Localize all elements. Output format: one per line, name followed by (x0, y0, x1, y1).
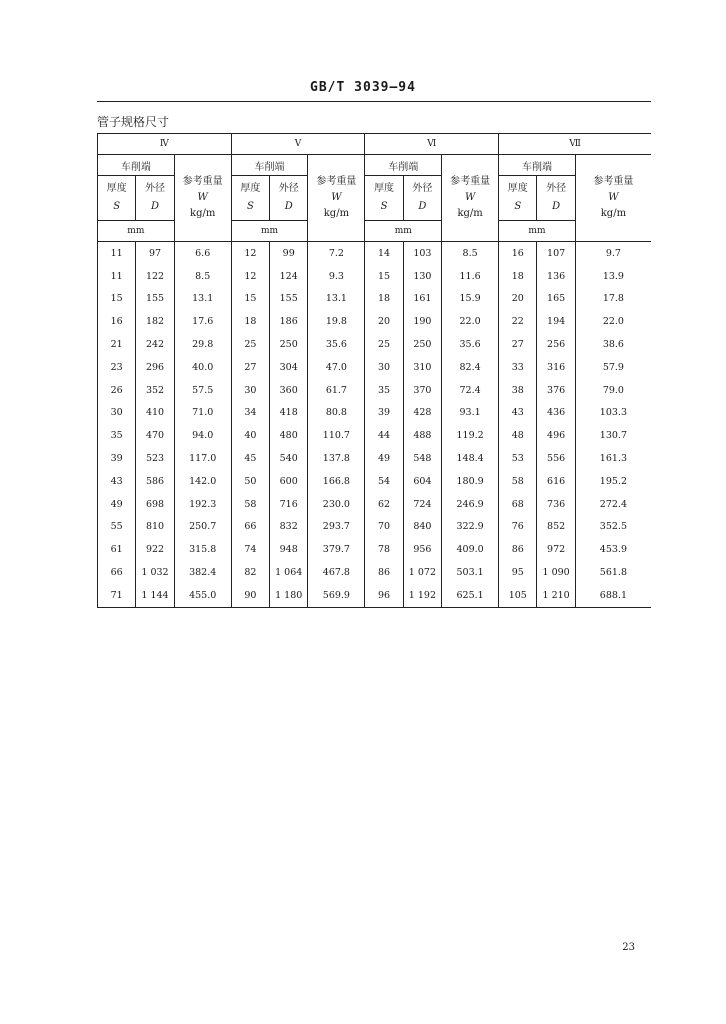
weight-cell: 80.8 (308, 402, 365, 425)
thickness-symbol: S (113, 201, 121, 212)
weight-cell: 72.4 (442, 379, 499, 402)
diameter-cell: 548 (403, 447, 441, 470)
thickness-cell: 86 (499, 538, 537, 561)
weight-cell: 8.5 (174, 265, 231, 288)
diameter-cell: 130 (403, 265, 441, 288)
diameter-cell: 97 (136, 242, 174, 265)
thickness-cell: 15 (231, 288, 269, 311)
thickness-cell: 15 (365, 265, 403, 288)
weight-cell: 409.0 (442, 538, 499, 561)
thickness-cell: 44 (365, 424, 403, 447)
weight-unit: kg/m (190, 208, 216, 219)
diameter-cell: 1 032 (136, 561, 174, 584)
weight-cell: 9.3 (308, 265, 365, 288)
thickness-cell: 96 (365, 584, 403, 607)
thickness-cell: 95 (499, 561, 537, 584)
thickness-cell: 74 (231, 538, 269, 561)
weight-symbol: W (197, 192, 208, 203)
page-number: 23 (622, 942, 635, 953)
thickness-cell: 58 (231, 493, 269, 516)
thickness-label: 厚度 (240, 183, 261, 194)
diameter-cell: 182 (136, 310, 174, 333)
thickness-cell: 90 (231, 584, 269, 607)
diameter-cell: 470 (136, 424, 174, 447)
weight-cell: 315.8 (174, 538, 231, 561)
thickness-cell: 14 (365, 242, 403, 265)
diameter-cell: 155 (270, 288, 308, 311)
thickness-cell: 25 (365, 333, 403, 356)
thickness-cell: 54 (365, 470, 403, 493)
weight-symbol: W (608, 192, 619, 203)
thickness-cell: 11 (98, 242, 136, 265)
thickness-cell: 35 (98, 424, 136, 447)
diameter-cell: 1 144 (136, 584, 174, 607)
thickness-cell: 39 (365, 402, 403, 425)
weight-cell: 19.8 (308, 310, 365, 333)
table-row (98, 356, 652, 379)
thickness-cell: 68 (499, 493, 537, 516)
diameter-cell: 107 (537, 242, 575, 265)
diameter-cell: 122 (136, 265, 174, 288)
diameter-cell: 352 (136, 379, 174, 402)
diameter-cell: 186 (270, 310, 308, 333)
table-row (98, 288, 652, 311)
diameter-cell: 972 (537, 538, 575, 561)
thickness-cell: 86 (365, 561, 403, 584)
diameter-cell: 1 192 (403, 584, 441, 607)
thickness-cell: 25 (231, 333, 269, 356)
diameter-cell: 250 (403, 333, 441, 356)
thickness-cell: 34 (231, 402, 269, 425)
diameter-cell: 1 072 (403, 561, 441, 584)
diameter-label: 外径 (546, 183, 567, 194)
thickness-cell: 62 (365, 493, 403, 516)
diameter-cell: 1 090 (537, 561, 575, 584)
thickness-label: 厚度 (106, 183, 127, 194)
weight-cell: 455.0 (174, 584, 231, 607)
thickness-cell: 48 (499, 424, 537, 447)
turned-end-header: 车削端 (98, 155, 175, 176)
diameter-cell: 956 (403, 538, 441, 561)
table-row (98, 402, 652, 425)
diameter-cell: 310 (403, 356, 441, 379)
weight-cell: 17.8 (575, 288, 651, 311)
diameter-cell: 155 (136, 288, 174, 311)
weight-cell: 625.1 (442, 584, 499, 607)
weight-cell: 11.6 (442, 265, 499, 288)
weight-label: 参考重量 (182, 176, 223, 187)
unit-mm-header: mm (499, 221, 576, 242)
weight-unit: kg/m (457, 208, 483, 219)
thickness-cell: 35 (365, 379, 403, 402)
diameter-cell: 194 (537, 310, 575, 333)
thickness-cell: 53 (499, 447, 537, 470)
diameter-symbol: D (552, 201, 561, 212)
weight-unit: kg/m (323, 208, 350, 219)
thickness-symbol: S (380, 201, 388, 212)
diameter-cell: 948 (270, 538, 308, 561)
diameter-cell: 496 (537, 424, 575, 447)
diameter-cell: 296 (136, 356, 174, 379)
weight-cell: 93.1 (442, 402, 499, 425)
diameter-cell: 250 (270, 333, 308, 356)
weight-cell: 272.4 (575, 493, 651, 516)
weight-cell: 40.0 (174, 356, 231, 379)
diameter-cell: 480 (270, 424, 308, 447)
diameter-symbol: D (151, 201, 160, 212)
diameter-cell: 698 (136, 493, 174, 516)
thickness-label: 厚度 (507, 183, 528, 194)
weight-label: 参考重量 (450, 176, 491, 187)
diameter-cell: 540 (270, 447, 308, 470)
weight-cell: 13.1 (308, 288, 365, 311)
diameter-cell: 523 (136, 447, 174, 470)
weight-cell: 503.1 (442, 561, 499, 584)
weight-cell: 569.9 (308, 584, 365, 607)
diameter-cell: 99 (270, 242, 308, 265)
diameter-cell: 716 (270, 493, 308, 516)
weight-cell: 6.6 (174, 242, 231, 265)
table-row (98, 584, 652, 607)
thickness-cell: 20 (499, 288, 537, 311)
diameter-cell: 736 (537, 493, 575, 516)
diameter-cell: 832 (270, 516, 308, 539)
diameter-symbol: D (418, 201, 427, 212)
weight-cell: 13.1 (174, 288, 231, 311)
thickness-cell: 33 (499, 356, 537, 379)
weight-cell: 246.9 (442, 493, 499, 516)
weight-header (575, 155, 651, 242)
thickness-cell: 12 (231, 265, 269, 288)
weight-cell: 293.7 (308, 516, 365, 539)
weight-cell: 379.7 (308, 538, 365, 561)
weight-cell: 142.0 (174, 470, 231, 493)
standard-header: GB/T 3039—94 (310, 80, 416, 95)
thickness-cell: 61 (98, 538, 136, 561)
weight-cell: 180.9 (442, 470, 499, 493)
thickness-cell: 58 (499, 470, 537, 493)
thickness-header (499, 176, 537, 221)
table-row (98, 538, 652, 561)
thickness-cell: 105 (499, 584, 537, 607)
diameter-cell: 304 (270, 356, 308, 379)
thickness-cell: 15 (98, 288, 136, 311)
weight-cell: 322.9 (442, 516, 499, 539)
weight-cell: 82.4 (442, 356, 499, 379)
table-row (98, 242, 652, 265)
thickness-cell: 43 (499, 402, 537, 425)
weight-cell: 352.5 (575, 516, 651, 539)
diameter-cell: 360 (270, 379, 308, 402)
table-row (98, 265, 652, 288)
weight-cell: 8.5 (442, 242, 499, 265)
table-body (98, 242, 652, 608)
thickness-symbol: S (514, 201, 522, 212)
group-header-v: Ⅴ (231, 134, 365, 155)
weight-cell: 117.0 (174, 447, 231, 470)
diameter-label: 外径 (145, 183, 166, 194)
thickness-cell: 49 (98, 493, 136, 516)
table-row (98, 516, 652, 539)
diameter-cell: 376 (537, 379, 575, 402)
table-row (98, 379, 652, 402)
diameter-cell: 190 (403, 310, 441, 333)
diameter-header (270, 176, 308, 221)
thickness-header (98, 176, 136, 221)
thickness-symbol: S (246, 201, 254, 212)
diameter-cell: 418 (270, 402, 308, 425)
weight-cell: 110.7 (308, 424, 365, 447)
weight-cell: 230.0 (308, 493, 365, 516)
weight-cell: 15.9 (442, 288, 499, 311)
header-rule (97, 101, 651, 102)
thickness-cell: 16 (98, 310, 136, 333)
weight-label: 参考重量 (316, 176, 357, 187)
thickness-cell: 45 (231, 447, 269, 470)
thickness-cell: 55 (98, 516, 136, 539)
weight-cell: 17.6 (174, 310, 231, 333)
diameter-label: 外径 (412, 183, 433, 194)
unit-mm-header: mm (98, 221, 175, 242)
thickness-cell: 22 (499, 310, 537, 333)
table-row (98, 561, 652, 584)
table-row (98, 310, 652, 333)
table-caption: 管子规格尺寸 (97, 115, 170, 129)
diameter-cell: 616 (537, 470, 575, 493)
diameter-cell: 556 (537, 447, 575, 470)
group-header-vii: Ⅶ (499, 134, 651, 155)
diameter-cell: 124 (270, 265, 308, 288)
pipe-spec-table (97, 133, 651, 608)
thickness-cell: 82 (231, 561, 269, 584)
diameter-cell: 922 (136, 538, 174, 561)
thickness-cell: 23 (98, 356, 136, 379)
diameter-cell: 600 (270, 470, 308, 493)
thickness-cell: 66 (231, 516, 269, 539)
weight-cell: 161.3 (575, 447, 651, 470)
diameter-cell: 370 (403, 379, 441, 402)
thickness-cell: 30 (98, 402, 136, 425)
group-header-vi: Ⅵ (365, 134, 499, 155)
table-row (98, 447, 652, 470)
weight-cell: 688.1 (575, 584, 651, 607)
weight-cell: 79.0 (575, 379, 651, 402)
thickness-cell: 49 (365, 447, 403, 470)
diameter-cell: 428 (403, 402, 441, 425)
weight-header (308, 155, 365, 242)
weight-cell: 148.4 (442, 447, 499, 470)
thickness-cell: 18 (499, 265, 537, 288)
thickness-cell: 71 (98, 584, 136, 607)
diameter-cell: 165 (537, 288, 575, 311)
weight-cell: 47.0 (308, 356, 365, 379)
diameter-cell: 1 210 (537, 584, 575, 607)
weight-cell: 192.3 (174, 493, 231, 516)
diameter-header (403, 176, 441, 221)
table-row (98, 424, 652, 447)
weight-cell: 7.2 (308, 242, 365, 265)
table-row (98, 333, 652, 356)
weight-cell: 382.4 (174, 561, 231, 584)
weight-symbol: W (464, 192, 476, 203)
diameter-cell: 410 (136, 402, 174, 425)
weight-cell: 22.0 (575, 310, 651, 333)
thickness-cell: 16 (499, 242, 537, 265)
diameter-cell: 810 (136, 516, 174, 539)
weight-cell: 57.9 (575, 356, 651, 379)
diameter-cell: 852 (537, 516, 575, 539)
thickness-cell: 38 (499, 379, 537, 402)
diameter-symbol: D (284, 201, 293, 212)
thickness-cell: 43 (98, 470, 136, 493)
diameter-cell: 586 (136, 470, 174, 493)
weight-cell: 9.7 (575, 242, 651, 265)
weight-cell: 130.7 (575, 424, 651, 447)
weight-cell: 94.0 (174, 424, 231, 447)
group-header-iv: Ⅳ (98, 134, 232, 155)
diameter-cell: 242 (136, 333, 174, 356)
unit-mm-header: mm (365, 221, 442, 242)
thickness-cell: 39 (98, 447, 136, 470)
diameter-cell: 724 (403, 493, 441, 516)
thickness-cell: 27 (231, 356, 269, 379)
table-row (98, 470, 652, 493)
thickness-cell: 78 (365, 538, 403, 561)
diameter-label: 外径 (278, 183, 299, 194)
weight-cell: 61.7 (308, 379, 365, 402)
thickness-cell: 18 (365, 288, 403, 311)
thickness-cell: 50 (231, 470, 269, 493)
diameter-cell: 1 064 (270, 561, 308, 584)
thickness-cell: 21 (98, 333, 136, 356)
diameter-cell: 1 180 (270, 584, 308, 607)
thickness-cell: 20 (365, 310, 403, 333)
diameter-header (136, 176, 174, 221)
diameter-cell: 840 (403, 516, 441, 539)
table-row (98, 493, 652, 516)
weight-header (174, 155, 231, 242)
weight-unit: kg/m (600, 208, 627, 219)
turned-end-header: 车削端 (499, 155, 576, 176)
weight-cell: 35.6 (308, 333, 365, 356)
weight-cell: 119.2 (442, 424, 499, 447)
unit-mm-header: mm (231, 221, 308, 242)
diameter-cell: 161 (403, 288, 441, 311)
weight-cell: 250.7 (174, 516, 231, 539)
thickness-header (365, 176, 403, 221)
weight-cell: 195.2 (575, 470, 651, 493)
weight-label: 参考重量 (593, 176, 634, 187)
thickness-cell: 30 (365, 356, 403, 379)
thickness-cell: 40 (231, 424, 269, 447)
diameter-cell: 436 (537, 402, 575, 425)
thickness-label: 厚度 (374, 183, 395, 194)
thickness-cell: 70 (365, 516, 403, 539)
weight-header (442, 155, 499, 242)
weight-cell: 22.0 (442, 310, 499, 333)
weight-cell: 71.0 (174, 402, 231, 425)
diameter-cell: 604 (403, 470, 441, 493)
thickness-cell: 30 (231, 379, 269, 402)
weight-cell: 561.8 (575, 561, 651, 584)
thickness-cell: 11 (98, 265, 136, 288)
turned-end-header: 车削端 (365, 155, 442, 176)
weight-cell: 103.3 (575, 402, 651, 425)
weight-cell: 29.8 (174, 333, 231, 356)
weight-cell: 137.8 (308, 447, 365, 470)
weight-cell: 57.5 (174, 379, 231, 402)
thickness-cell: 76 (499, 516, 537, 539)
thickness-cell: 66 (98, 561, 136, 584)
weight-symbol: W (331, 192, 342, 203)
weight-cell: 38.6 (575, 333, 651, 356)
thickness-cell: 26 (98, 379, 136, 402)
weight-cell: 13.9 (575, 265, 651, 288)
diameter-cell: 316 (537, 356, 575, 379)
turned-end-header: 车削端 (231, 155, 308, 176)
diameter-cell: 103 (403, 242, 441, 265)
weight-cell: 453.9 (575, 538, 651, 561)
thickness-cell: 12 (231, 242, 269, 265)
diameter-cell: 136 (537, 265, 575, 288)
weight-cell: 467.8 (308, 561, 365, 584)
weight-cell: 35.6 (442, 333, 499, 356)
thickness-cell: 18 (231, 310, 269, 333)
thickness-cell: 27 (499, 333, 537, 356)
weight-cell: 166.8 (308, 470, 365, 493)
diameter-cell: 256 (537, 333, 575, 356)
diameter-header (537, 176, 575, 221)
diameter-cell: 488 (403, 424, 441, 447)
thickness-header (231, 176, 269, 221)
